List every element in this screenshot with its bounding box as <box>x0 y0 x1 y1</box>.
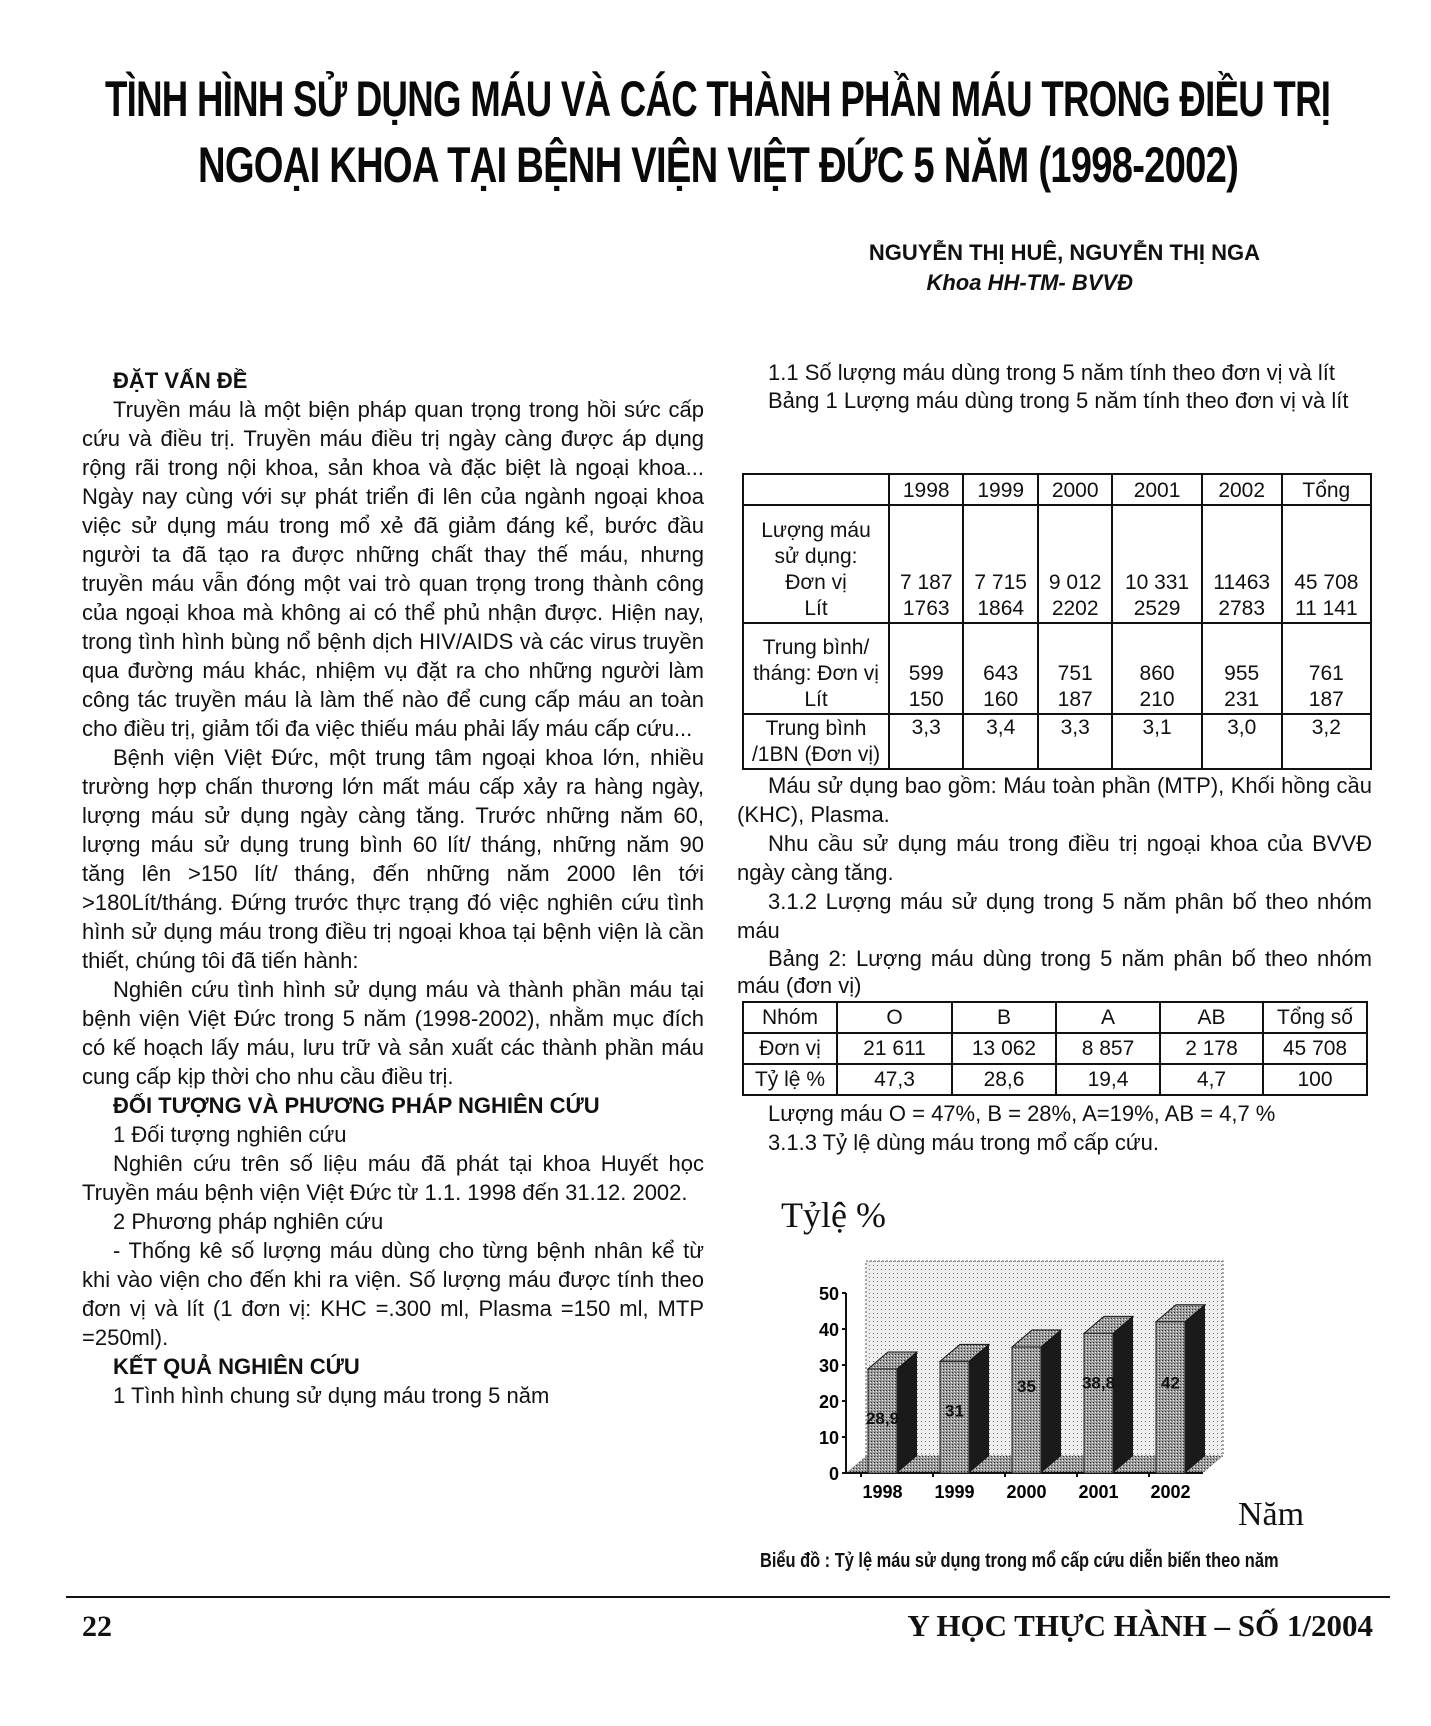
cell-text: Tổng số <box>1277 1005 1353 1029</box>
cell-line: 187 <box>1057 688 1093 711</box>
bar-data-label: 31 <box>945 1401 964 1421</box>
cell-line: 955 <box>1224 662 1260 685</box>
cell-line: 1864 <box>977 597 1025 620</box>
bar-side <box>1041 1330 1061 1473</box>
x-tick-label: 1999 <box>934 1482 975 1502</box>
table-cell <box>1038 623 1112 714</box>
table-cell <box>1112 505 1201 623</box>
title-line-2: NGOẠI KHOA TẠI BỆNH VIỆN VIỆT ĐỨC 5 NĂM (1998-2002) <box>198 137 1239 193</box>
cell-line: 45 708 <box>1294 571 1359 594</box>
bar-chart <box>760 1180 1260 1510</box>
table-cell <box>1282 505 1371 623</box>
cell-line: Trung bình <box>765 717 867 740</box>
cell-line: 7 187 <box>899 571 953 594</box>
table-1-caption: Bảng 1 Lượng máu dùng trong 5 năm tính theo đơn vị và lít <box>768 388 1349 413</box>
table-cell <box>743 1002 837 1033</box>
table-row <box>743 1033 1367 1064</box>
cell-text: 21 611 <box>863 1036 926 1060</box>
bar <box>1012 1347 1041 1473</box>
cell-text: 13 062 <box>971 1036 1037 1060</box>
paragraph: Lượng máu O = 47%, B = 28%, A=19%, AB = 4,7 % <box>768 1101 1276 1126</box>
table-cell <box>963 714 1037 769</box>
paragraph: Nghiên cứu tình hình sử dụng máu và thành phần máu tại bệnh viện Việt Đức trong 5 năm (1998-2002), nhằm mục đích có kế hoạch lấy máu, lưu trữ và sản xuất các thành phần máu cung cấp kịp thời cho nhu cầu điều trị. <box>82 977 704 1089</box>
table-cell <box>837 1002 952 1033</box>
paragraph: Nghiên cứu trên số liệu máu đã phát tại khoa Huyết học Truyền máu bệnh viện Việt Đức từ 1.1. 1998 đến 31.12. 2002. <box>82 1151 704 1205</box>
title-line-1: TÌNH HÌNH SỬ DỤNG MÁU VÀ CÁC THÀNH PHẦN MÁU TRONG ĐIỀU TRỊ <box>105 71 1331 127</box>
paragraph: Nhu cầu sử dụng máu trong điều trị ngoại khoa của BVVĐ ngày càng tăng. <box>737 831 1372 885</box>
table-cell <box>1202 714 1282 769</box>
cell-line: Lít <box>804 688 828 711</box>
chart-caption: Biểu đồ : Tỷ lệ máu sử dụng trong mổ cấp cứu diễn biến theo năm <box>760 1550 1279 1572</box>
affiliation: Khoa HH-TM- BVVĐ <box>926 270 1133 295</box>
cell-text: 2 178 <box>1185 1036 1238 1060</box>
cell-text: Đơn vị <box>759 1036 821 1060</box>
cell-text: 4,7 <box>1196 1067 1227 1091</box>
header-cell: Tổng <box>1282 474 1371 505</box>
cell-line: 2202 <box>1051 597 1099 620</box>
table-cell <box>1056 1064 1160 1095</box>
section-heading: KẾT QUẢ NGHIÊN CỨU <box>113 1354 360 1379</box>
table-cell <box>889 714 963 769</box>
bar-side <box>897 1352 917 1473</box>
cell-text: Tỷ lệ % <box>754 1067 825 1091</box>
paragraph: Máu sử dụng bao gồm: Máu toàn phần (MTP), Khối hồng cầu (KHC), Plasma. <box>737 773 1372 827</box>
chart-x-axis-label: Năm <box>1238 1496 1305 1533</box>
table-cell <box>1112 714 1201 769</box>
cell-line: Đơn vị <box>785 571 847 594</box>
paragraph: Truyền máu là một biện pháp quan trọng trong hồi sức cấp cứu và điều trị. Truyền máu điều trị ngày càng được áp dụng rộng rãi trong nội khoa, sản khoa và đặc biệt là ngoại khoa... Ngày nay cùng với sự phát triển đi lên của ngành ngoại khoa việc sử dụng máu trong mổ xẻ đã giảm đáng kể, bước đầu người ta đã tạo ra được những chất thay thế máu, nhưng truyền máu vẫn đóng một vai trò quan trọng trong thành công của ngoại khoa mà không ai có thể phủ nhận được. Hiện nay, trong tình hình bùng nổ bệnh dịch HIV/AIDS và các virus truyền qua đường máu khác, nhiệm vụ đặt ra cho những người làm công tác truyền máu là làm thế nào để cung cấp máu an toàn cho điều trị, giảm tối đa việc thiếu máu phải lấy máu cấp cứu... <box>82 397 704 741</box>
table-row <box>743 1002 1367 1033</box>
cell-text: 100 <box>1297 1067 1333 1091</box>
cell-line: 2783 <box>1218 597 1266 620</box>
y-tick-label: 10 <box>818 1428 839 1448</box>
cell-line: sử dụng: <box>774 545 858 568</box>
subheading: 3.1.3 Tỷ lệ dùng máu trong mổ cấp cứu. <box>768 1130 1159 1155</box>
y-tick-label: 0 <box>828 1464 839 1484</box>
table-row <box>743 1064 1367 1095</box>
table-cell <box>1202 623 1282 714</box>
cell-line: 761 <box>1308 662 1344 685</box>
cell-line: 3,0 <box>1227 716 1257 739</box>
table-cell <box>889 623 963 714</box>
table-cell <box>1160 1002 1263 1033</box>
x-tick-label: 2001 <box>1078 1482 1119 1502</box>
table-cell <box>1282 623 1371 714</box>
bar-data-label: 28,9 <box>865 1408 900 1428</box>
subheading: 1 Tình hình chung sử dụng máu trong 5 năm <box>113 1383 550 1408</box>
cell-line: 210 <box>1139 688 1175 711</box>
paragraph: Bệnh viện Việt Đức, một trung tâm ngoại khoa lớn, nhiều trường hợp chấn thương lớn mất máu cấp xảy ra hàng ngày, lượng máu sử dụng ngày càng tăng. Trước những năm 60, lượng máu sử dụng trung bình 60 lít/ tháng, những năm 90 tăng lên >150 lít/ tháng, đến những năm 2000 lên tới >180Lít/tháng. Đứng trước thực trạng đó việc nghiên cứu tình hình sử dụng máu trong điều trị ngoại khoa tại bệnh viện là cần thiết, chúng tôi đã tiến hành: <box>82 745 704 973</box>
table-cell <box>963 505 1037 623</box>
table-cell <box>1038 505 1112 623</box>
table-cell <box>743 714 889 769</box>
x-tick-label: 2002 <box>1150 1482 1191 1502</box>
table-row <box>743 505 1371 623</box>
subheading: 2 Phương pháp nghiên cứu <box>113 1209 384 1234</box>
x-tick-label: 1998 <box>862 1482 903 1502</box>
cell-text: A <box>1100 1005 1115 1029</box>
cell-line: 11 141 <box>1294 597 1358 620</box>
cell-line: 9 012 <box>1048 571 1102 594</box>
cell-line: 3,3 <box>1060 716 1090 739</box>
right-block-2 <box>737 771 1372 999</box>
table-1 <box>742 473 1372 770</box>
subheading: 3.1.2 Lượng máu sử dụng trong 5 năm phân bố theo nhóm máu <box>737 889 1372 943</box>
cell-line: 643 <box>983 662 1019 685</box>
table-cell <box>1263 1002 1367 1033</box>
table-cell <box>1263 1033 1367 1064</box>
right-block-3 <box>737 1099 1377 1157</box>
header-cell: 2001 <box>1112 474 1201 505</box>
y-tick-label: 50 <box>818 1284 839 1304</box>
cell-text: O <box>886 1005 903 1029</box>
cell-line: 751 <box>1057 662 1093 685</box>
y-tick-label: 20 <box>818 1392 839 1412</box>
cell-text: 28,6 <box>983 1067 1025 1091</box>
table-cell <box>743 505 889 623</box>
table-2-caption: Bảng 2: Lượng máu dùng trong 5 năm phân bố theo nhóm máu (đơn vị) <box>737 946 1372 998</box>
table-row <box>743 623 1371 714</box>
table-cell <box>952 1064 1056 1095</box>
cell-line: Trung bình/ <box>762 636 870 659</box>
table-cell <box>1263 1064 1367 1095</box>
table-cell <box>1056 1002 1160 1033</box>
table-cell <box>963 623 1037 714</box>
page-number: 22 <box>82 1610 112 1643</box>
cell-line: Lít <box>804 597 828 620</box>
paragraph: 1.1 Số lượng máu dùng trong 5 năm tính theo đơn vị và lít <box>768 360 1336 385</box>
cell-line: 599 <box>908 662 944 685</box>
table-cell <box>1112 623 1201 714</box>
bar <box>1156 1322 1185 1473</box>
cell-text: Nhóm <box>761 1005 819 1029</box>
cell-line: 1763 <box>902 597 950 620</box>
header-cell: 2002 <box>1202 474 1282 505</box>
bar-data-label: 35 <box>1017 1377 1036 1396</box>
table-row <box>743 474 1371 505</box>
cell-line: tháng: Đơn vị <box>753 662 879 685</box>
cell-line: 3,1 <box>1142 716 1172 739</box>
right-block-1 <box>737 358 1372 414</box>
table-cell <box>1282 714 1371 769</box>
cell-line: Lượng máu <box>761 519 871 542</box>
table-cell <box>952 1002 1056 1033</box>
left-column <box>82 366 704 1410</box>
cell-line: 10 331 <box>1124 571 1190 594</box>
table-cell <box>889 505 963 623</box>
table-cell <box>1056 1033 1160 1064</box>
bar-data-label: 42 <box>1161 1373 1180 1393</box>
table-cell <box>837 1033 952 1064</box>
table-2 <box>742 1001 1368 1096</box>
y-tick-label: 30 <box>818 1356 839 1376</box>
cell-line: 7 715 <box>974 571 1027 594</box>
table-cell <box>743 1064 837 1095</box>
table-row <box>743 714 1371 769</box>
header-cell: 1999 <box>963 474 1037 505</box>
chart-y-axis-label: Tỷlệ % <box>781 1195 886 1235</box>
bar <box>1081 1333 1116 1473</box>
section-heading: ĐẶT VẤN ĐỀ <box>113 368 248 393</box>
authors: NGUYỄN THỊ HUÊ, NGUYỄN THỊ NGA <box>868 240 1260 265</box>
footer-divider <box>66 1596 1390 1598</box>
cell-line: 3,4 <box>986 716 1016 739</box>
cell-text: 8 857 <box>1081 1036 1135 1060</box>
cell-text: 47,3 <box>874 1067 915 1091</box>
cell-text: B <box>996 1005 1011 1029</box>
header-cell: 2000 <box>1038 474 1112 505</box>
cell-line: 2529 <box>1133 597 1181 620</box>
bar-data-label: 38,8 <box>1081 1373 1116 1393</box>
bar-side <box>1185 1305 1205 1473</box>
table-cell <box>1038 714 1112 769</box>
cell-text: 45 708 <box>1282 1036 1348 1060</box>
cell-text: 19,4 <box>1087 1067 1129 1091</box>
cell-text: AB <box>1197 1005 1226 1029</box>
bar-side <box>1113 1316 1133 1473</box>
cell-line: 160 <box>983 688 1019 711</box>
article-title <box>105 70 1335 200</box>
journal-name: Y HỌC THỰC HÀNH – SỐ 1/2004 <box>907 1608 1373 1643</box>
table-cell <box>1160 1064 1263 1095</box>
cell-line: 11463 <box>1213 571 1271 594</box>
cell-line: 860 <box>1139 662 1175 685</box>
x-tick-label: 2000 <box>1006 1482 1047 1502</box>
cell-line: 3,2 <box>1311 716 1341 739</box>
y-tick-label: 40 <box>818 1320 839 1340</box>
table-cell <box>1202 505 1282 623</box>
cell-line: 150 <box>908 688 944 711</box>
cell-line: 3,3 <box>911 716 941 739</box>
paragraph: - Thống kê số lượng máu dùng cho từng bệnh nhân kể từ khi vào viện cho đến khi ra viện. Số lượng máu được tính theo đơn vị và lít (1 đơn vị: KHC =.300 ml, Plasma =150 ml, MTP =250ml). <box>82 1238 704 1350</box>
table-cell <box>743 1033 837 1064</box>
subheading: 1 Đối tượng nghiên cứu <box>113 1122 347 1147</box>
table-cell <box>1160 1033 1263 1064</box>
section-heading: ĐỐI TƯỢNG VÀ PHƯƠNG PHÁP NGHIÊN CỨU <box>113 1093 600 1118</box>
table-cell <box>952 1033 1056 1064</box>
cell-line: 187 <box>1308 688 1344 711</box>
table-cell <box>743 623 889 714</box>
cell-line: /1BN (Đơn vị) <box>751 743 881 766</box>
bar-side <box>969 1344 989 1473</box>
header-cell: 1998 <box>889 474 963 505</box>
table-cell <box>837 1064 952 1095</box>
cell-line: 231 <box>1224 688 1260 711</box>
header-cell <box>743 474 889 505</box>
